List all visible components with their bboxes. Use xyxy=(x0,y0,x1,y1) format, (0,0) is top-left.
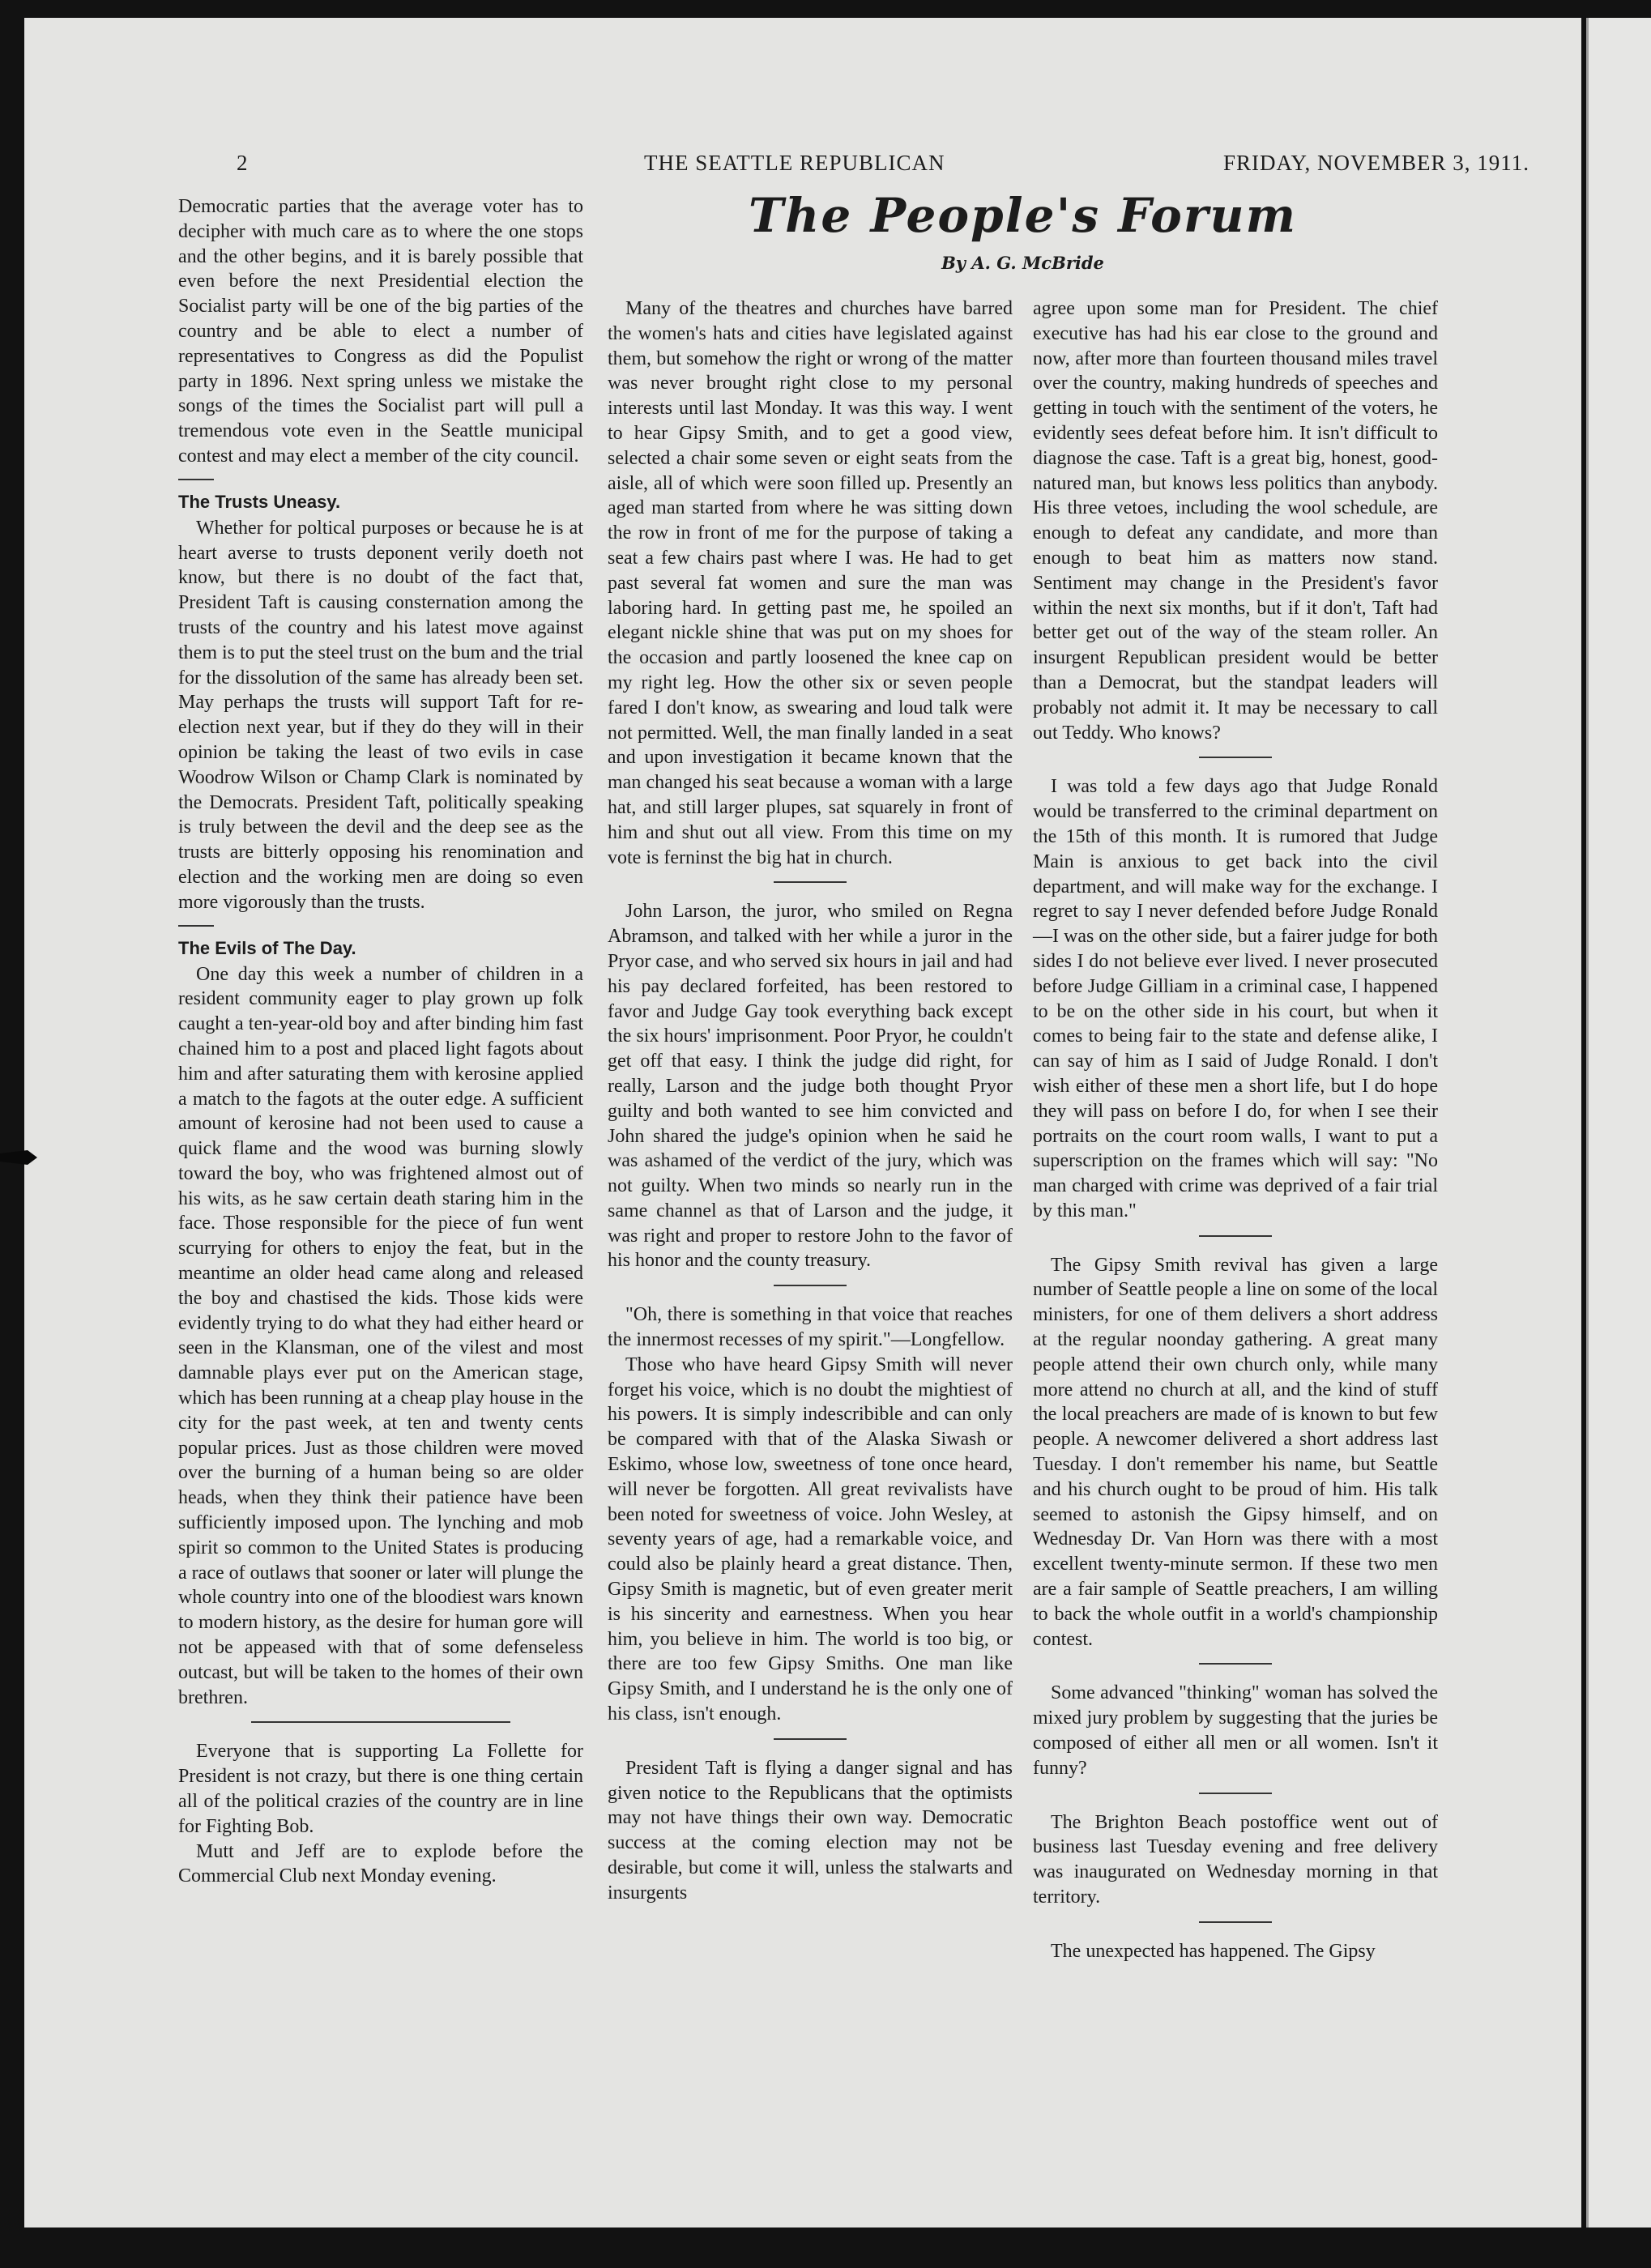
section-divider xyxy=(1199,1921,1272,1923)
mutt-jeff-paragraph: Mutt and Jeff are to explode before the Commercial Club next Monday evening. xyxy=(178,1840,583,1887)
gipsy-voice-paragraph: Those who have heard Gipsy Smith will never forget his voice, which is no doubt the mightiest of his powers. It is simply indescribible and can only be compared with that of the Alaska Siwash or Eskimo, whose low, sweetness of tone once heard, will never be forgotten. All great revivalists have been noted for sweetness of voice. John Wesley, at seventy years of age, had a remarkable voice, and could also be plainly heard a great distance. Then, Gipsy Smith is magnetic, but of even greater merit is his sincerity and earnestness. When you hear him, you believe in him. The world is too big, or there are too few Gipsy Smiths. One man like Gipsy Smith, and I understand he is the only one of his class, isn't enough. xyxy=(608,1354,1013,1725)
socialist-paragraph: Democratic parties that the average voter has to decipher with much care as to where the one stops and the other begins, and it is barely possible that even before the next Presidential election the Socialist party will be one of the big parties of the country and be able to elect a number of representatives to Congress as did the Populist party in 1896. Next spring unless we mistake the songs of the times the Socialist part will pull a tremendous vote even in the Seattle municipal contest and may elect a member of the city council. xyxy=(178,196,583,467)
trusts-paragraph: Whether for poltical purposes or because he is at heart averse to trusts deponent verily doeth not know, but there is no doubt of the fact that, President Taft is causing consternation among the trusts of the country and his latest move against them is to put the steel trust on the bum and the trial for the dissolution of the same has already been set. May perhaps the trusts will support Taft for re-election next year, but if they do they will in their opinion be taking the least of two evils in case Woodrow Wilson or Champ Clark is nominated by the Democrats. President Taft, politically speaking is truly between the devil and the deep see as the trusts are bitterly opposing his renomination and election and the working men are doing so even more vigorously than the trusts. xyxy=(178,517,583,913)
forum-byline: By A. G. McBride xyxy=(941,253,1104,273)
forum-title: The People's Forum xyxy=(749,188,1297,243)
evils-paragraph: One day this week a number of children in a resident community eager to play grown up folk caught a ten-year-old boy and after binding him fast chained him to a post and placed light fagots about him and after saturating them with kerosine applied a match to the fagots at the outer edge. A sufficient amount of kerosine had not been used to cause a quick flame and the wood was burning slowly toward the boy, who was frightened almost out of his wits, as he saw certain death staring him in the face. Those responsible for the piece of fun went scurrying for others to enjoy the feat, but in the meantime an older head came along and released the boy and chastised the kids. Those kids were evidently trying to do what they had either heard or seen in the Klansman, one of the vilest and most damnable plays ever put on the American stage, which has been running at a cheap play house in the city for the past week, at ten and twenty cents popular prices. Just as those children were moved over the burning of a human being so are older heads, when they think their patience have been sufficiently imposed upon. The lynching and mob spirit so common to the United States is producing a race of outlaws that sooner or later will plunge the whole country into one of the bloodiest wars known to modern history, as the desire for human gore will not be appeased with that of some defenseless outcast, but will be taken to the homes of their own brethren. xyxy=(178,963,583,1708)
section-divider xyxy=(1199,1663,1272,1665)
adjacent-page-edge xyxy=(1586,18,1651,2228)
page-header xyxy=(178,151,1529,183)
evils-heading: The Evils of The Day. xyxy=(178,937,356,958)
brighton-paragraph: The Brighton Beach postoffice went out of business last Tuesday evening and free delivery was inaugurated on Wednesday morning in that territory. xyxy=(1033,1811,1438,1908)
taft-continued-paragraph: agree upon some man for President. The chief executive has had his ear close to the ground and now, after more than fourteen thousand miles travel over the country, making hundreds of speeches and getting in touch with the sentiment of the voters, he evidently sees defeat before him. It isn't difficult to diagnose the case. Taft is a great big, honest, good-natured man, but knows less politics than anybody. His three vetoes, including the wool schedule, are enough to defeat any candidate, and more than enough to beat him as matters now stand. Sentiment may change in the President's favor within the next six months, but if it don't, Taft had better get out of the way of the steam roller. An insurgent Republican president would be better than a Democrat, but the standpat leaders will probably not admit it. It may be necessary to call out Teddy. Who knows? xyxy=(1033,298,1438,744)
section-divider xyxy=(178,925,214,927)
section-divider xyxy=(1199,757,1272,758)
taft-signal-paragraph: President Taft is flying a danger signal and has given notice to the Republicans that the optimists may not have things their own way. Democratic success at the coming election may not be desirable, but come it will, unless the stalwarts and insurgents xyxy=(608,1757,1013,1904)
unexpected-paragraph: The unexpected has happened. The Gipsy xyxy=(1051,1940,1376,1962)
section-divider xyxy=(1199,1793,1272,1794)
trusts-heading: The Trusts Uneasy. xyxy=(178,491,341,512)
masthead: THE SEATTLE REPUBLICAN xyxy=(644,151,945,175)
section-divider xyxy=(251,1721,510,1723)
revival-paragraph: The Gipsy Smith revival has given a large number of Seattle people a line on some of the local ministers, for one of them delivers a short address at the regular noonday gathering. A great many people attend their own church only, while many more attend no church at all, and the kind of stuff the local preachers are made of is known to but few people. A newcomer delivered a short address last Tuesday. I don't remember his name, but Seattle and his church ought to be proud of him. His talk seemed to astonish the Gipsy himself, and on Wednesday Dr. Van Horn was there with a most excellent twenty-minute sermon. If these two men are a fair sample of Seattle preachers, I am willing to back the whole outfit in a world's championship contest. xyxy=(1033,1254,1438,1650)
arrow-mark-icon xyxy=(0,1150,37,1165)
follette-paragraph: Everyone that is supporting La Follette for President is not crazy, but there is one thing certain all of the political crazies of the country are in line for Fighting Bob. xyxy=(178,1741,583,1837)
page-number: 2 xyxy=(237,151,248,175)
jury-paragraph: Some advanced "thinking" woman has solved the mixed jury problem by suggesting that the juries be composed of either all men or all women. Isn't it funny? xyxy=(1033,1682,1438,1779)
middle-column xyxy=(608,296,1013,1906)
section-divider xyxy=(774,1285,847,1286)
larson-paragraph: John Larson, the juror, who smiled on Regna Abramson, and talked with her while a juror in the Pryor case, and who served six hours in jail and had his pay declared forfeited, has been restored to favor and Judge Gay took everything back except the six hours' imprisonment. Poor Pryor, he couldn't get off that easy. I think the judge did right, for really, Larson and the judge both thought Pryor guilty and both wanted to see him convicted and John shared the judge's opinion when he said he was ashamed of the verdict of the jury, which was not guilty. When two minds so nearly run in the same channel as that of Larson and the judge, it was right and proper to restore John to the favor of his honor and the county treasury. xyxy=(608,901,1013,1272)
hats-paragraph: Many of the theatres and churches have barred the women's hats and cities have legislated against them, but somehow the right or wrong of the matter was never brought right close to my personal interests until last Monday. It was this way. I went to hear Gipsy Smith, and to get a good view, selected a chair some seven or eight seats from the aisle, all of which were soon filled up. Presently an aged man started from where he was sitting down the row in front of me for the purpose of taking a seat a few chairs past where I was. He had to get past several fat women and sure the man was laboring hard. In getting past me, he spoiled an elegant nickle shine that was put on my shoes for the occasion and partly loosened the knee cap on my right leg. How the other six or seven people fared I don't know, as swearing and loud talk were not permitted. Well, the man finally landed in a seat and upon investigation it became known that the man changed his seat because a woman with a large hat, and still larger plupes, sat squarely in front of him and shut out all view. From this time on my vote is ferninst the big hat in church. xyxy=(608,298,1013,868)
right-column xyxy=(1033,296,1438,1964)
section-divider xyxy=(178,479,214,480)
section-divider xyxy=(774,881,847,883)
dateline: FRIDAY, NOVEMBER 3, 1911. xyxy=(1222,151,1529,175)
judges-paragraph: I was told a few days ago that Judge Ronald would be transferred to the criminal department on the 15th of this month. It is rumored that Judge Main is anxious to get back into the civil department, and will make way for the exchange. I regret to say I never defended before Judge Ronald—I was on the other side, but a fairer judge for both sides I do not believe ever lived. I never prosecuted before Judge Gilliam in a criminal case, I happened to be on the other side in his court, but when it comes to being fair to the state and defense alike, I can say of him as I said of Judge Ronald. I don't wish either of these men a short life, but I do hope they will pass on before I do, for when I see their portraits on the court room walls, I want to put a superscription on the frames which will say: "No man charged with crime was deprived of a fair trial by this man." xyxy=(1033,776,1438,1221)
longfellow-quote: "Oh, there is something in that voice that reaches the innermost recesses of my spirit."—Longfellow. xyxy=(608,1304,1013,1351)
left-column xyxy=(178,194,583,1889)
section-divider xyxy=(774,1738,847,1740)
section-divider xyxy=(1199,1235,1272,1237)
